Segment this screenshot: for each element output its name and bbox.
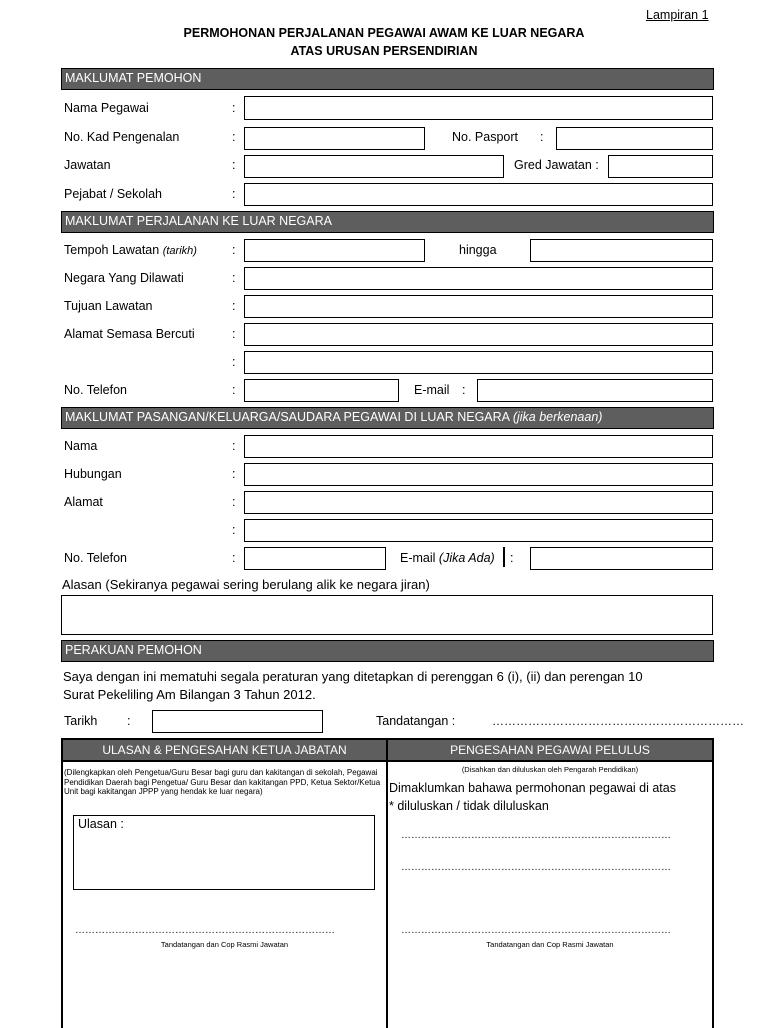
no-telefon-field[interactable] [244, 379, 399, 402]
section-header-pasangan [61, 407, 714, 429]
perakuan-text-line1: Saya dengan ini mematuhi segala peraturan yang ditetapkan di perenggan 6 (i), (ii) dan perengan 10 [63, 669, 643, 684]
pelulus-signature-caption: Tandatangan dan Cop Rasmi Jawatan [486, 940, 614, 949]
pasport-field[interactable] [556, 127, 713, 150]
pejabat-sekolah-field[interactable] [244, 183, 713, 206]
label-pejabat-sekolah: Pejabat / Sekolah [64, 187, 162, 201]
pelulus-dotted-line-2[interactable]: ……………………………………………………………………… [401, 862, 671, 873]
label-pasangan-alamat: Alamat [64, 495, 103, 509]
pasangan-email-text: E-mail [400, 551, 436, 565]
tempoh-tamat-field[interactable] [530, 239, 713, 262]
label-tandatangan: Tandatangan : [376, 714, 456, 728]
tempoh-mula-field[interactable] [244, 239, 425, 262]
colon: : [232, 243, 236, 257]
pasangan-email-field[interactable] [530, 547, 713, 570]
cursor-bar [503, 547, 505, 567]
tempoh-lawatan-text: Tempoh Lawatan [64, 243, 160, 257]
pasangan-telefon-field[interactable] [244, 547, 386, 570]
label-kad-pengenalan: No. Kad Pengenalan [64, 130, 180, 144]
label-negara-dilawati: Negara Yang Dilawati [64, 271, 184, 285]
jawatan-field[interactable] [244, 155, 504, 178]
ulasan-box-label: Ulasan : [78, 817, 124, 831]
pelulus-statement-line2: * diluluskan / tidak diluluskan [389, 799, 549, 813]
colon: : [232, 101, 236, 115]
colon: : [232, 551, 236, 565]
label-jawatan: Jawatan [64, 158, 111, 172]
ulasan-header: ULASAN & PENGESAHAN KETUA JABATAN [63, 740, 386, 762]
colon: : [232, 158, 236, 172]
alamat-bercuti-field-2[interactable] [244, 351, 713, 374]
label-pasangan-email [400, 550, 495, 566]
label-pasport: No. Pasport [452, 130, 519, 144]
lampiran-label: Lampiran 1 [646, 8, 709, 22]
pasangan-alamat-field-1[interactable] [244, 491, 713, 514]
alasan-field[interactable] [61, 595, 713, 635]
colon: : [232, 439, 236, 453]
label-alasan: Alasan (Sekiranya pegawai sering berulang alik ke negara jiran) [62, 577, 430, 592]
label-tempoh-lawatan [64, 242, 197, 259]
section-header-perakuan: PERAKUAN PEMOHON [61, 640, 714, 662]
label-pasangan-telefon: No. Telefon [64, 551, 128, 565]
label-pasangan-nama: Nama [64, 439, 98, 453]
pasangan-title: MAKLUMAT PASANGAN/KELUARGA/SAUDARA PEGAWAI DI LUAR NEGARA [65, 410, 510, 424]
pasangan-nama-field[interactable] [244, 435, 713, 458]
label-gred-jawatan: Gred Jawatan : [514, 158, 599, 172]
tandatangan-dotted-line[interactable]: ……………………………………………………… [492, 714, 744, 728]
colon: : [232, 327, 236, 341]
colon: : [232, 355, 236, 369]
kad-pengenalan-field[interactable] [244, 127, 425, 150]
perakuan-text-line2: Surat Pekeliling Am Bilangan 3 Tahun 2012. [63, 687, 316, 702]
colon: : [127, 714, 131, 728]
pelulus-signature-line[interactable]: ……………………………………………………………………… [401, 925, 671, 936]
tarikh-field[interactable] [152, 710, 323, 733]
label-tarikh: Tarikh [64, 714, 98, 728]
colon: : [232, 495, 236, 509]
label-tujuan-lawatan: Tujuan Lawatan [64, 299, 153, 313]
ulasan-signature-line[interactable]: …………………………………………………………………… [75, 925, 335, 936]
label-hingga: hingga [459, 243, 497, 257]
ulasan-note: (Dilengkapkan oleh Pengetua/Guru Besar bagi guru dan kakitangan di sekolah, Pegawai Pendidikan Daerah bagi Pengetua/ Guru Besar dan kakitangan PPD, Ketua Sektor/Ketua Unit bagi kakitangan JPPP yang hendak ke luar negara) [64, 768, 381, 796]
form-title-line1: PERMOHONAN PERJALANAN PEGAWAI AWAM KE LUAR NEGARA [183, 26, 585, 40]
negara-dilawati-field[interactable] [244, 267, 713, 290]
pasangan-alamat-field-2[interactable] [244, 519, 713, 542]
hubungan-field[interactable] [244, 463, 713, 486]
tempoh-lawatan-note: (tarikh) [162, 245, 197, 257]
gred-jawatan-field[interactable] [608, 155, 713, 178]
colon: : [232, 523, 236, 537]
colon: : [232, 187, 236, 201]
pasangan-email-note: (Jika Ada) [438, 551, 495, 565]
label-email: E-mail [414, 383, 450, 397]
pelulus-statement-line1: Dimaklumkan bahawa permohonan pegawai di atas [389, 781, 676, 795]
tujuan-lawatan-field[interactable] [244, 295, 713, 318]
colon: : [232, 299, 236, 313]
colon: : [232, 467, 236, 481]
colon: : [232, 271, 236, 285]
nama-pegawai-field[interactable] [244, 96, 713, 120]
colon: : [232, 130, 236, 144]
email-field[interactable] [477, 379, 713, 402]
ulasan-signature-caption: Tandatangan dan Cop Rasmi Jawatan [160, 940, 289, 949]
colon: : [462, 383, 466, 397]
pasangan-note: (jika berkenaan) [512, 410, 603, 424]
label-nama-pegawai: Nama Pegawai [64, 101, 149, 115]
colon: : [232, 383, 236, 397]
pelulus-dotted-line-1[interactable]: ……………………………………………………………………… [401, 830, 671, 841]
pelulus-header: PENGESAHAN PEGAWAI PELULUS [388, 740, 712, 762]
label-alamat-bercuti: Alamat Semasa Bercuti [64, 327, 195, 341]
section-header-pemohon: MAKLUMAT PEMOHON [61, 68, 714, 90]
approval-table-divider [386, 738, 388, 1028]
colon: : [540, 130, 544, 144]
label-hubungan: Hubungan [64, 467, 122, 481]
alamat-bercuti-field-1[interactable] [244, 323, 713, 346]
section-header-perjalanan: MAKLUMAT PERJALANAN KE LUAR NEGARA [61, 211, 714, 233]
pelulus-note: (Disahkan dan diluluskan oleh Pengarah Pendidikan) [461, 765, 639, 774]
colon: : [510, 551, 514, 565]
label-no-telefon: No. Telefon [64, 383, 128, 397]
form-title-line2: ATAS URUSAN PERSENDIRIAN [290, 44, 478, 58]
